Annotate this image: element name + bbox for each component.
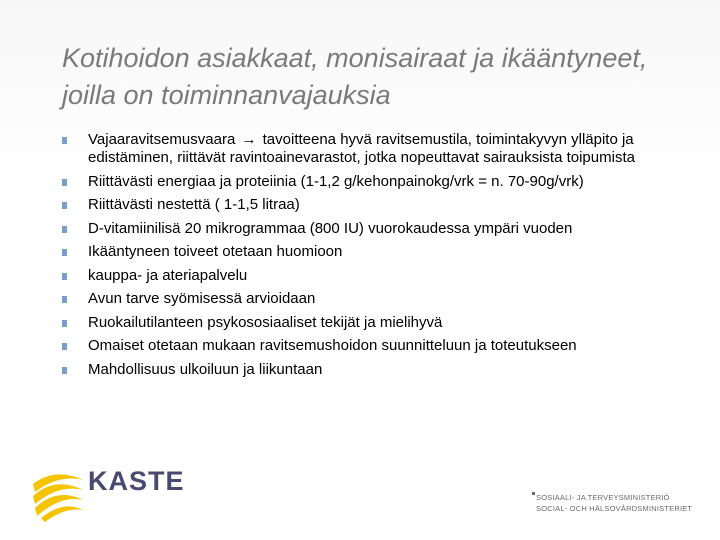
ministry-name-sv: SOCIAL- OCH HÄLSOVÅRDSMINISTERIET — [536, 504, 693, 513]
bullet-marker-icon — [62, 367, 67, 374]
bullet-marker-icon — [62, 296, 67, 303]
bullet-list — [62, 131, 662, 384]
bullet-item — [62, 361, 662, 379]
bullet-item — [62, 267, 662, 285]
bullet-item — [62, 337, 662, 355]
bullet-text: Avun tarve syömisessä arvioidaan — [88, 290, 316, 307]
bullet-marker-icon — [62, 226, 67, 233]
bullet-text: Mahdollisuus ulkoiluun ja liikuntaan — [88, 360, 323, 378]
bullet-marker-icon — [62, 179, 67, 186]
bullet-item — [62, 290, 662, 308]
bullet-item — [62, 220, 662, 238]
bullet-marker-icon — [62, 137, 67, 144]
bullet-text: Riittävästi nestettä ( 1-1,5 litraa) — [88, 196, 300, 213]
bullet-item — [62, 131, 662, 167]
slide-title: Kotihoidon asiakkaat, monisairaat ja ikääntyneet, joilla on toiminnanvajauksia — [62, 43, 648, 110]
bullet-marker-icon — [62, 343, 67, 350]
bullet-marker-icon — [62, 202, 67, 209]
bullet-text: D-vitamiinilisä 20 mikrogrammaa (800 IU) vuorokaudessa ympäri vuoden — [88, 219, 573, 237]
arrow-right-icon: → — [241, 131, 257, 148]
logo-swoosh — [41, 506, 83, 522]
bullet-marker-icon — [62, 249, 67, 256]
bullet-text: Ikääntyneen toiveet otetaan huomioon — [88, 243, 343, 260]
bullet-item — [62, 314, 662, 332]
bullet-text: Omaiset otetaan mukaan ravitsemushoidon suunnitteluun ja toteutukseen — [88, 337, 577, 354]
bullet-text: Ruokailutilanteen psykososiaaliset tekijät ja mielihyvä — [88, 313, 443, 331]
bullet-item — [62, 196, 662, 214]
bullet-text-continued: tavoitteena hyvä ravitsemustila, toimintakyvyn ylläpito ja edistäminen, riittävät ravintoainevarastot, jotka nopeuttavat sairauksista toipumista — [88, 131, 635, 166]
bullet-item — [62, 243, 662, 261]
kaste-logo-text: KASTE — [88, 466, 185, 496]
bullet-item — [62, 173, 662, 191]
ministry-logo — [532, 492, 712, 514]
ministry-name-fi: SOSIAALI- JA TERVEYSMINISTERIÖ — [536, 493, 670, 502]
bullet-text: Vajaaravitsemusvaara — [88, 131, 236, 148]
bullet-marker-icon — [62, 273, 67, 280]
bullet-marker-icon — [62, 320, 67, 327]
bullet-text: kauppa- ja ateriapalvelu — [88, 266, 248, 284]
bullet-text: Riittävästi energiaa ja proteiinia (1-1,2 g/kehonpainokg/vrk = n. 70-90g/vrk) — [88, 172, 584, 190]
